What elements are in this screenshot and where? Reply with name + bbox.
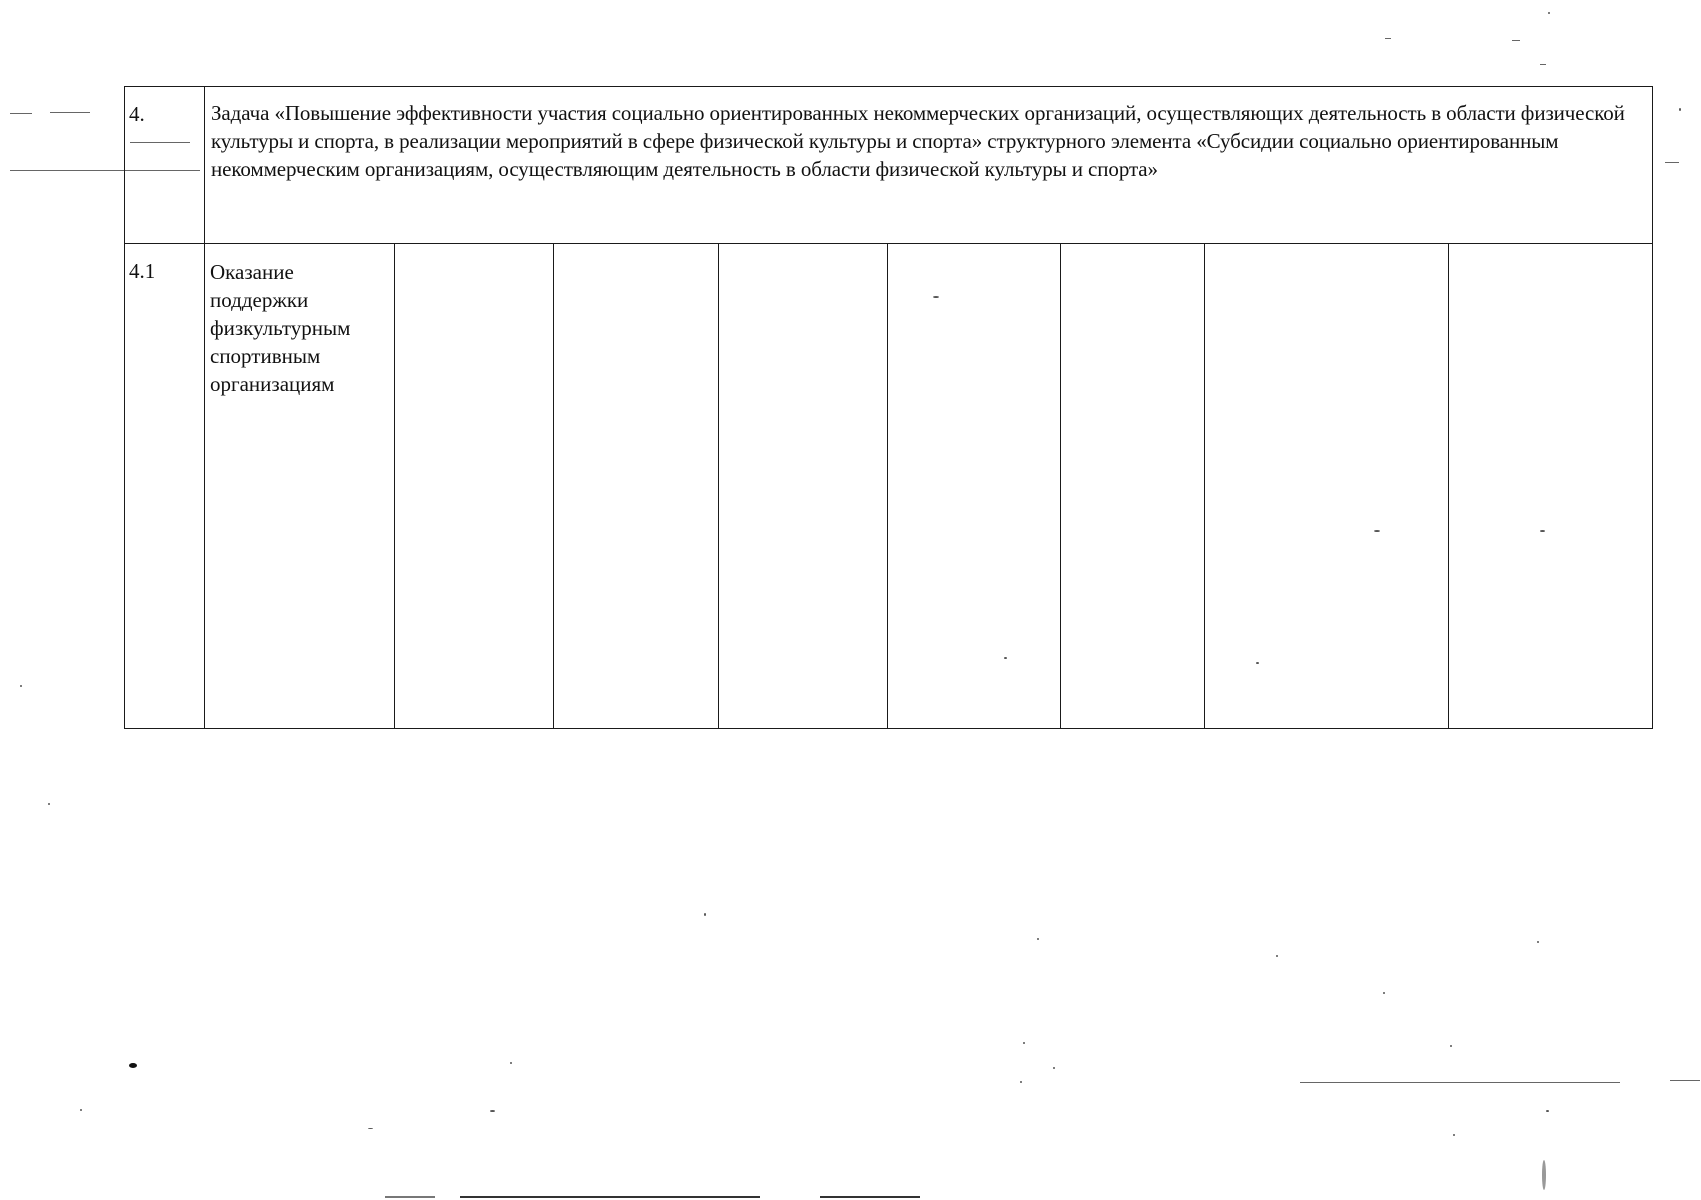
scan-artifact [368,1128,373,1129]
activity-name-cell [205,244,395,729]
task-description-cell [205,87,1653,244]
scan-artifact [1665,162,1679,163]
scan-artifact [385,1196,435,1198]
scan-artifact [1276,955,1278,957]
scan-artifact [1537,941,1539,943]
scan-artifact [1023,1042,1025,1044]
activity-name: Оказание поддержки физкультурным спортивным организациям [210,260,351,396]
empty-cell [719,244,888,729]
scan-artifact [1053,1067,1055,1069]
scan-artifact [1542,1160,1546,1190]
table-row [125,244,1653,729]
scan-artifact [1546,1110,1549,1112]
scan-artifact [820,1196,920,1198]
scan-artifact [129,1063,137,1068]
scan-artifact [1453,1134,1455,1136]
empty-cell [395,244,554,729]
row-number: 4. [129,102,145,126]
scan-artifact [20,685,22,687]
row-number: 4.1 [129,259,156,283]
scan-artifact [48,803,50,805]
scan-artifact [460,1196,760,1198]
scan-artifact [10,113,32,114]
empty-cell [554,244,719,729]
scan-artifact [1037,938,1039,940]
scan-artifact [1020,1081,1022,1083]
scan-artifact [50,112,90,113]
empty-cell [888,244,1061,729]
scan-artifact [510,1062,512,1064]
task-description: Задача «Повышение эффективности участия социально ориентированных некоммерческих организаций, осуществляющих деятельность в области физической культуры и спорта, в реализации мероприятий в сфере физической культуры и спорта» структурного элемента «Субсидии социально ориентированным некоммерческим организациям, осуществляющим деятельность в области физической культуры и спорта» [211,101,1625,181]
scan-artifact [1670,1080,1700,1081]
scan-artifact [1450,1045,1452,1047]
row-number-cell [125,244,205,729]
table-row [125,87,1653,244]
scan-artifact [1383,992,1385,994]
empty-cell [1205,244,1449,729]
scan-artifact [1548,12,1550,14]
scan-artifact [1512,40,1520,41]
scan-artifact [1679,108,1681,111]
scan-artifact [704,913,706,916]
empty-cell [1061,244,1205,729]
scan-artifact [80,1109,82,1111]
scan-artifact [490,1110,495,1112]
scan-artifact [1540,64,1546,65]
scan-artifact [1300,1082,1620,1083]
empty-cell [1449,244,1653,729]
document-table [124,86,1653,729]
row-number-cell [125,87,205,244]
scan-artifact [1385,38,1391,39]
